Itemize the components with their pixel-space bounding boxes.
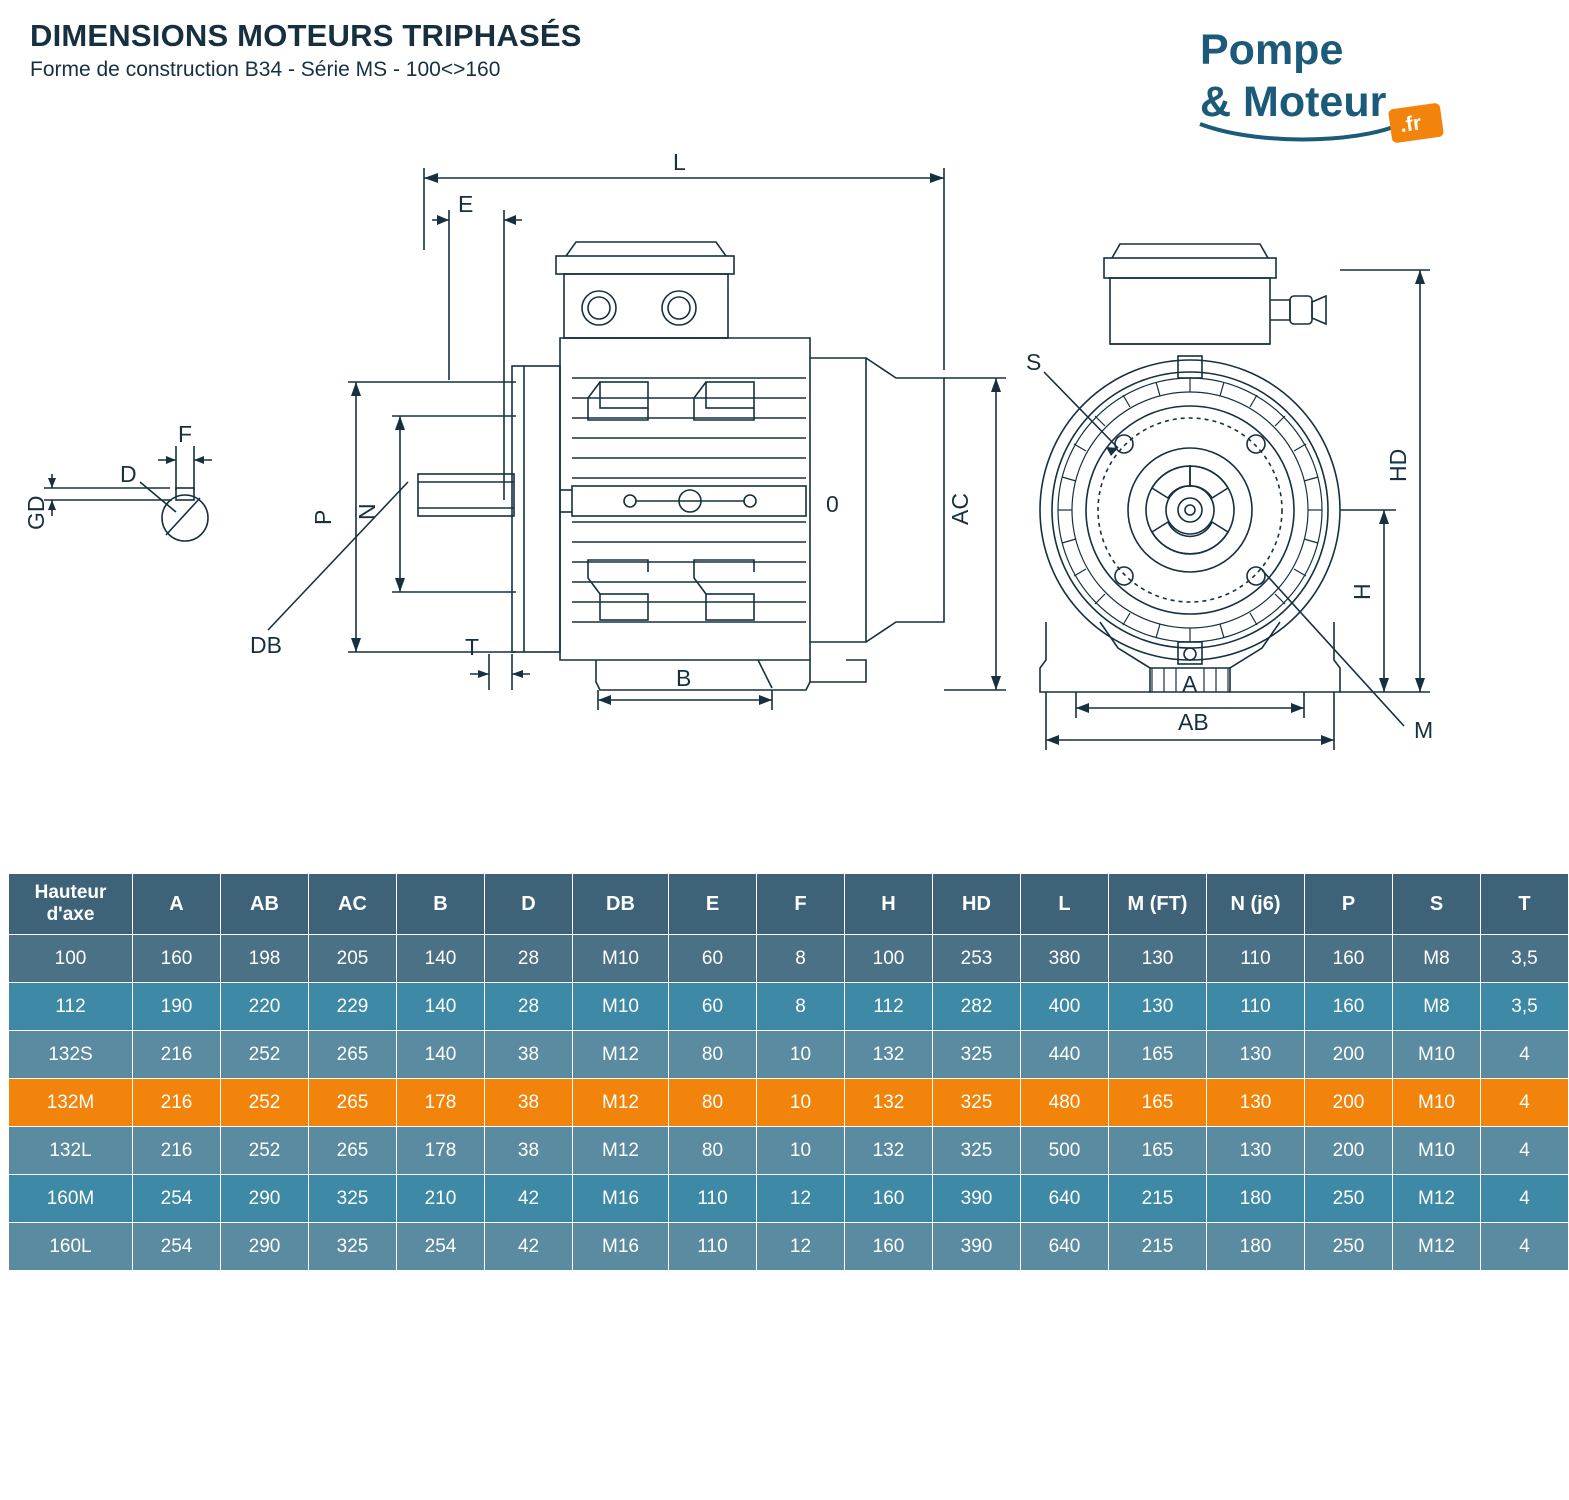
table-cell: 216 (133, 1079, 221, 1127)
table-cell: 160 (133, 935, 221, 983)
table-cell: M10 (573, 935, 669, 983)
column-header-ab: AB (221, 874, 309, 935)
table-cell: M10 (573, 983, 669, 1031)
table-cell: 215 (1109, 1223, 1207, 1271)
table-cell: 160 (845, 1223, 933, 1271)
column-header-n-j6: N (j6) (1207, 874, 1305, 935)
table-cell: 110 (669, 1175, 757, 1223)
table-cell: M8 (1393, 935, 1481, 983)
table-cell: 216 (133, 1127, 221, 1175)
column-header-d: D (485, 874, 573, 935)
table-cell: 250 (1305, 1223, 1393, 1271)
table-cell: 110 (669, 1223, 757, 1271)
table-row (9, 1079, 1569, 1127)
label-HD: HD (1385, 448, 1411, 482)
column-header-hd: HD (933, 874, 1021, 935)
table-cell: 130 (1207, 1127, 1305, 1175)
table-cell: 254 (397, 1223, 485, 1271)
table-cell: 325 (933, 1127, 1021, 1175)
cell-hauteur-daxe: 132S (9, 1031, 133, 1079)
label-P: P (310, 509, 336, 525)
table-cell: 112 (845, 983, 933, 1031)
table-cell: M10 (1393, 1031, 1481, 1079)
table-cell: 165 (1109, 1127, 1207, 1175)
table-cell: 60 (669, 983, 757, 1031)
table-cell: 390 (933, 1175, 1021, 1223)
label-zero: 0 (826, 491, 839, 517)
table-cell: 325 (933, 1079, 1021, 1127)
table-cell: 265 (309, 1127, 397, 1175)
label-AB: AB (1178, 709, 1209, 735)
table-cell: 178 (397, 1127, 485, 1175)
table-cell: M12 (1393, 1175, 1481, 1223)
table-cell: 130 (1207, 1079, 1305, 1127)
column-header-m-ft: M (FT) (1109, 874, 1207, 935)
table-cell: 140 (397, 1031, 485, 1079)
table-row (9, 1223, 1569, 1271)
label-A: A (1182, 671, 1198, 697)
logo-line1-text: Pompe (1200, 26, 1344, 74)
table-cell: 325 (309, 1223, 397, 1271)
dimensions-table-wrapper (8, 873, 1538, 1271)
table-body (9, 935, 1569, 1271)
table-cell: 480 (1021, 1079, 1109, 1127)
table-cell: 4 (1481, 1079, 1569, 1127)
column-header-t: T (1481, 874, 1569, 935)
table-cell: 200 (1305, 1127, 1393, 1175)
table-cell: 165 (1109, 1031, 1207, 1079)
table-cell: 4 (1481, 1175, 1569, 1223)
page-title: DIMENSIONS MOTEURS TRIPHASÉS (30, 18, 582, 53)
logo-badge-text: .fr (1398, 111, 1423, 138)
label-B: B (676, 665, 692, 691)
table-row (9, 935, 1569, 983)
table-row (9, 983, 1569, 1031)
dimensions-table (8, 873, 1569, 1271)
table-cell: 265 (309, 1079, 397, 1127)
table-cell: 265 (309, 1031, 397, 1079)
brand-logo (1194, 16, 1464, 146)
column-header-line1: Hauteur (34, 882, 107, 903)
table-cell: 38 (485, 1079, 573, 1127)
table-cell: 160 (1305, 983, 1393, 1031)
table-cell: 42 (485, 1175, 573, 1223)
table-row (9, 1175, 1569, 1223)
table-cell: 282 (933, 983, 1021, 1031)
column-header-s: S (1393, 874, 1481, 935)
table-cell: 80 (669, 1127, 757, 1175)
label-N: N (354, 503, 380, 520)
table-cell: M8 (1393, 983, 1481, 1031)
label-D: D (120, 461, 137, 487)
cell-hauteur-daxe: 112 (9, 983, 133, 1031)
table-cell: 12 (757, 1223, 845, 1271)
label-M: M (1414, 717, 1434, 743)
table-cell: 60 (669, 935, 757, 983)
table-cell: 10 (757, 1127, 845, 1175)
table-cell: 140 (397, 935, 485, 983)
table-cell: 252 (221, 1031, 309, 1079)
table-cell: 80 (669, 1079, 757, 1127)
table-cell: 140 (397, 983, 485, 1031)
table-row (9, 1031, 1569, 1079)
table-cell: 28 (485, 983, 573, 1031)
table-cell: 254 (133, 1223, 221, 1271)
table-cell: 325 (309, 1175, 397, 1223)
label-AC: AC (947, 493, 973, 525)
table-cell: 110 (1207, 935, 1305, 983)
table-cell: 252 (221, 1079, 309, 1127)
label-S: S (1026, 349, 1042, 375)
table-cell: 290 (221, 1175, 309, 1223)
table-cell: 12 (757, 1175, 845, 1223)
column-header-f: F (757, 874, 845, 935)
column-header-a: A (133, 874, 221, 935)
table-cell: 132 (845, 1079, 933, 1127)
table-cell: 640 (1021, 1223, 1109, 1271)
table-cell: 130 (1109, 935, 1207, 983)
table-cell: 640 (1021, 1175, 1109, 1223)
table-cell: 178 (397, 1079, 485, 1127)
column-header-p: P (1305, 874, 1393, 935)
table-cell: 200 (1305, 1031, 1393, 1079)
table-cell: 8 (757, 983, 845, 1031)
table-cell: 8 (757, 935, 845, 983)
table-cell: 3,5 (1481, 935, 1569, 983)
table-cell: 290 (221, 1223, 309, 1271)
table-cell: 198 (221, 935, 309, 983)
page-subtitle: Forme de construction B34 - Série MS - 100<>160 (30, 58, 501, 81)
table-cell: M16 (573, 1175, 669, 1223)
column-header-e: E (669, 874, 757, 935)
table-cell: 28 (485, 935, 573, 983)
cell-hauteur-daxe: 160M (9, 1175, 133, 1223)
label-GD: GD (23, 495, 49, 530)
table-cell: 253 (933, 935, 1021, 983)
table-cell: 205 (309, 935, 397, 983)
table-cell: 160 (845, 1175, 933, 1223)
table-cell: 130 (1109, 983, 1207, 1031)
column-header-h: H (845, 874, 933, 935)
label-DB: DB (250, 632, 282, 658)
table-cell: 160 (1305, 935, 1393, 983)
table-cell: M12 (573, 1031, 669, 1079)
table-cell: 215 (1109, 1175, 1207, 1223)
table-cell: 216 (133, 1031, 221, 1079)
column-header-hauteur-daxe (9, 874, 133, 935)
table-cell: 190 (133, 983, 221, 1031)
column-header-db: DB (573, 874, 669, 935)
table-cell: 252 (221, 1127, 309, 1175)
cell-hauteur-daxe: 160L (9, 1223, 133, 1271)
logo-line2-text: & Moteur (1200, 78, 1387, 126)
cell-hauteur-daxe: 100 (9, 935, 133, 983)
label-T: T (465, 634, 480, 660)
table-cell: 132 (845, 1127, 933, 1175)
table-cell: 180 (1207, 1223, 1305, 1271)
table-cell: 80 (669, 1031, 757, 1079)
table-cell: 500 (1021, 1127, 1109, 1175)
column-header-ac: AC (309, 874, 397, 935)
table-cell: M12 (573, 1127, 669, 1175)
technical-drawing (0, 130, 1500, 870)
table-cell: 10 (757, 1079, 845, 1127)
table-cell: 165 (1109, 1079, 1207, 1127)
page-header (30, 18, 582, 82)
label-E: E (458, 191, 474, 217)
table-row (9, 1127, 1569, 1175)
table-cell: 390 (933, 1223, 1021, 1271)
table-cell: M12 (1393, 1223, 1481, 1271)
table-cell: M16 (573, 1223, 669, 1271)
table-cell: M10 (1393, 1079, 1481, 1127)
column-header-l: L (1021, 874, 1109, 935)
table-cell: 210 (397, 1175, 485, 1223)
cell-hauteur-daxe: 132M (9, 1079, 133, 1127)
column-header-line2: d'axe (46, 904, 95, 925)
table-cell: 110 (1207, 983, 1305, 1031)
table-cell: 42 (485, 1223, 573, 1271)
cell-hauteur-daxe: 132L (9, 1127, 133, 1175)
table-cell: 180 (1207, 1175, 1305, 1223)
table-cell: 38 (485, 1127, 573, 1175)
table-cell: 38 (485, 1031, 573, 1079)
table-cell: 250 (1305, 1175, 1393, 1223)
table-cell: M10 (1393, 1127, 1481, 1175)
table-cell: 4 (1481, 1223, 1569, 1271)
table-cell: 229 (309, 983, 397, 1031)
label-H: H (1349, 583, 1375, 600)
table-cell: M12 (573, 1079, 669, 1127)
label-L: L (673, 149, 686, 175)
table-cell: 254 (133, 1175, 221, 1223)
table-cell: 380 (1021, 935, 1109, 983)
table-cell: 325 (933, 1031, 1021, 1079)
table-cell: 400 (1021, 983, 1109, 1031)
label-F: F (178, 421, 193, 447)
table-cell: 10 (757, 1031, 845, 1079)
table-cell: 200 (1305, 1079, 1393, 1127)
table-cell: 3,5 (1481, 983, 1569, 1031)
table-cell: 132 (845, 1031, 933, 1079)
table-cell: 440 (1021, 1031, 1109, 1079)
table-cell: 4 (1481, 1031, 1569, 1079)
table-cell: 100 (845, 935, 933, 983)
table-cell: 220 (221, 983, 309, 1031)
column-header-b: B (397, 874, 485, 935)
table-cell: 4 (1481, 1127, 1569, 1175)
table-cell: 130 (1207, 1031, 1305, 1079)
table-header-row (9, 874, 1569, 935)
